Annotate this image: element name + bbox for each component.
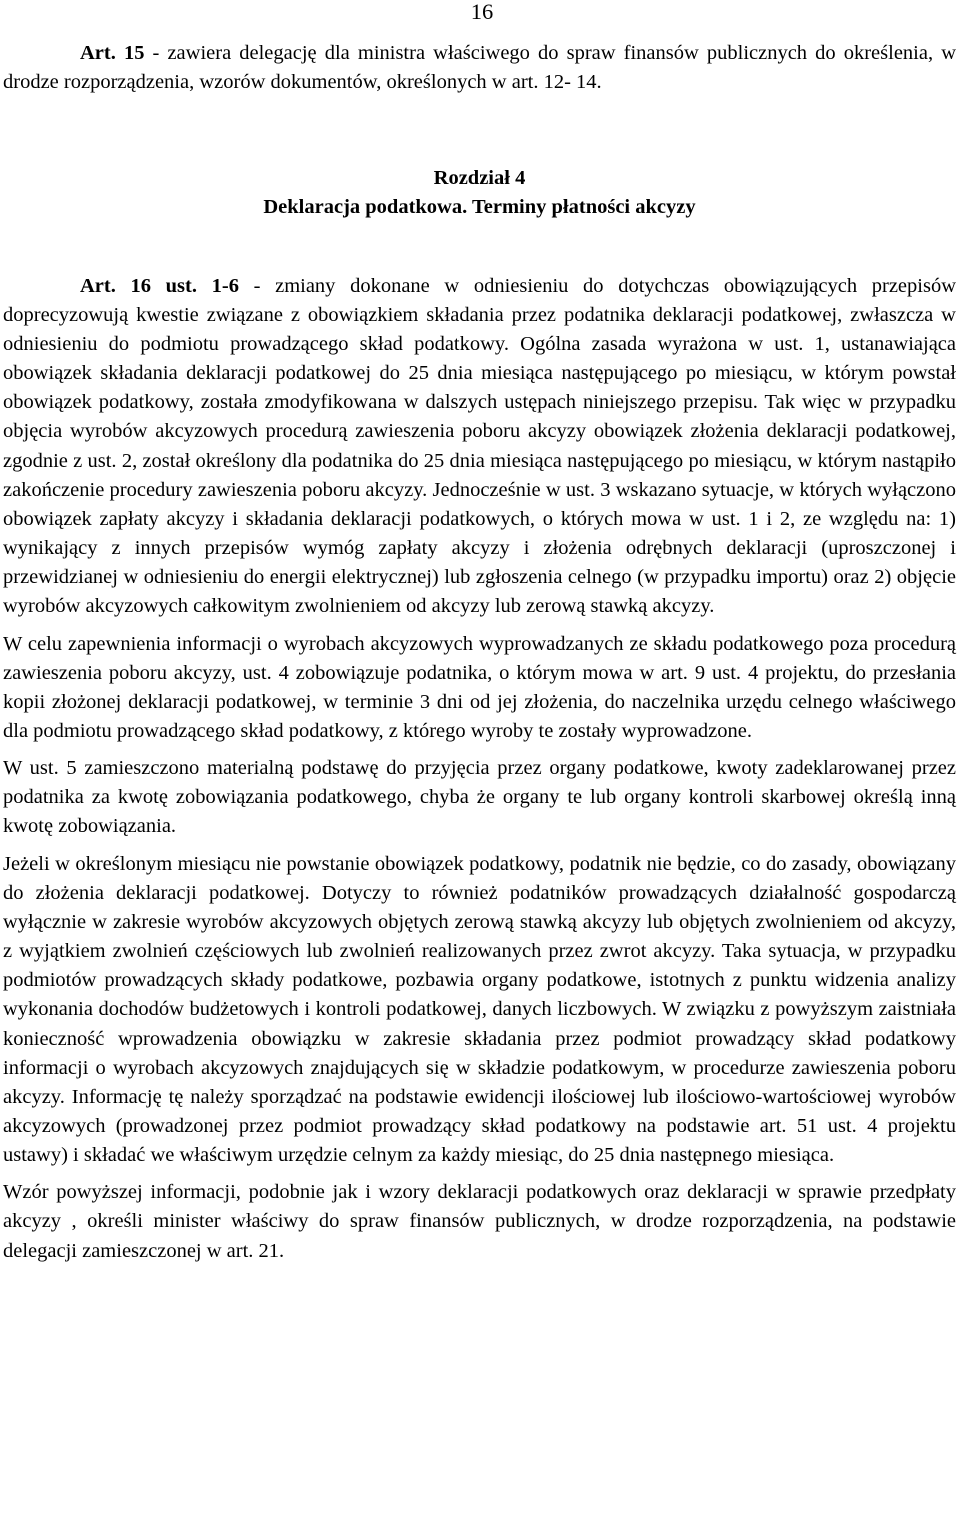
art-15-paragraph bbox=[3, 39, 956, 97]
paragraph-wzor: Wzór powyższej informacji, podobnie jak i wzory deklaracji podatkowych oraz deklaracji w sprawie przedpłaty akcyzy , określi minister właściwy do spraw finansów publicznych, w drodze rozporządzenia, na podstawie delegacji zamieszczonej w art. 21. bbox=[3, 1181, 956, 1262]
page-content bbox=[3, 39, 956, 1266]
paragraph-ust-4: W celu zapewnienia informacji o wyrobach akcyzowych wyprowadzanych ze składu podatkowego poza procedurą zawieszenia poboru akcyzy, ust. 4 zobowiązuje podatnika, o którym mowa w art. 9 ust. 4 projektu, do przesłania kopii złożonej deklaracji podatkowej, w terminie 3 dni od jej złożenia, do naczelnika urzędu celnego właściwego dla podmiotu prowadzącego skład podatkowy, z którego wyroby te zostały wyprowadzone. bbox=[3, 632, 956, 742]
art-15-number: 15 bbox=[123, 42, 145, 64]
art-16-text: - zmiany dokonane w odniesieniu do dotychczas obowiązujących przepisów doprecyzowują kwestie związane z obowiązkiem składania przez podatnika deklaracji podatkowej, zwłaszcza w odniesieniu do podmiotu prowadzącego skład podatkowy. Ogólna zasada wyrażona w ust. 1, ustanawiająca obowiązek składania deklaracji podatkowej do 25 dnia miesiąca następującego po miesiącu, w którym powstał obowiązek podatkowy, została zmodyfikowana w dalszych ustępach niniejszego przepisu. Tak więc w przypadku objęcia wyrobów akcyzowych procedurą zawieszenia poboru akcyzy obowiązek złożenia deklaracji podatkowej, zgodnie z ust. 2, został określony dla podatnika do 25 dnia miesiąca następującego po miesiącu, w którym nastąpiło zakończenie procedury zawieszenia poboru akcyzy. Jednocześnie w ust. 3 wskazano sytuacje, w których wyłączono obowiązek zapłaty akcyzy i składania deklaracji podatkowych, o których mowa w ust. 1 i 2, ze względu na: 1) wynikający z innych przepisów wymóg zapłaty akcyzy i złożenia odrębnych deklaracji (uproszczonej i przewidzianej w odniesieniu do energii elektrycznej) lub zgłoszenia celnego (w przypadku importu) oraz 2) objęcie wyrobów akcyzowych całkowitym zwolnieniem od akcyzy lub zerową stawką akcyzy. bbox=[3, 274, 956, 618]
chapter-title: Rozdział 4 bbox=[433, 167, 526, 190]
art-16-paragraph bbox=[3, 272, 956, 622]
paragraph-informacja: Jeżeli w określonym miesiącu nie powstanie obowiązek podatkowy, podatnik nie będzie, co do zasady, obowiązany do złożenia deklaracji podatkowej. Dotyczy to również podatników prowadzących działalność gospodarczą wyłącznie w zakresie wyrobów akcyzowych objętych zerową stawką akcyzy lub objętych zwolnieniem od akcyzy, z wyjątkiem zwolnień częściowych lub zwolnień realizowanych przez zwrot akcyzy. Taka sytuacja, w przypadku podmiotów prowadzących składy podatkowe, pozbawia organy podatkowe, istotnych z punktu widzenia analizy wykonania dochodów budżetowych i kontroli podatkowej, danych liczbowych. W związku z powyższym zaistniała konieczność wprowadzenia obowiązku w zakresie składania przez podmiot prowadzący skład podatkowy informacji o wyrobach akcyzowych znajdujących się w składzie podatkowym, w procedurze zawieszenia poboru akcyzy. Informację tę należy sporządzać na podstawie ewidencji ilościowej lub ilościowo-wartościowej wyrobów akcyzowych (prowadzonej przez podmiot prowadzący skład podatkowy na podstawie art. 51 ust. 4 projektu ustawy) i składać we właściwym urzędzie celnym za każdy miesiąc, do 25 dnia następnego miesiąca. bbox=[3, 852, 956, 1167]
chapter-subtitle: Deklaracja podatkowa. Terminy płatności akcyzy bbox=[263, 196, 696, 219]
art-16-label: Art. 16 ust. 1-6 bbox=[80, 274, 239, 297]
page-number: 16 bbox=[470, 0, 494, 24]
paragraph-ust-5: W ust. 5 zamieszczono materialną podstawę do przyjęcia przez organy podatkowe, kwoty zadeklarowanej przez podatnika za kwotę zobowiązania podatkowego, chyba że organy te lub organy kontroli skarbowej określą inną kwotę zobowiązania. bbox=[3, 757, 956, 838]
art-15-label: Art. bbox=[80, 42, 116, 64]
art-15-text: - zawiera delegację dla ministra właściwego do spraw finansów publicznych do określenia, w drodze rozporządzenia, wzorów dokumentów, określonych w art. 12- 14. bbox=[3, 42, 956, 94]
